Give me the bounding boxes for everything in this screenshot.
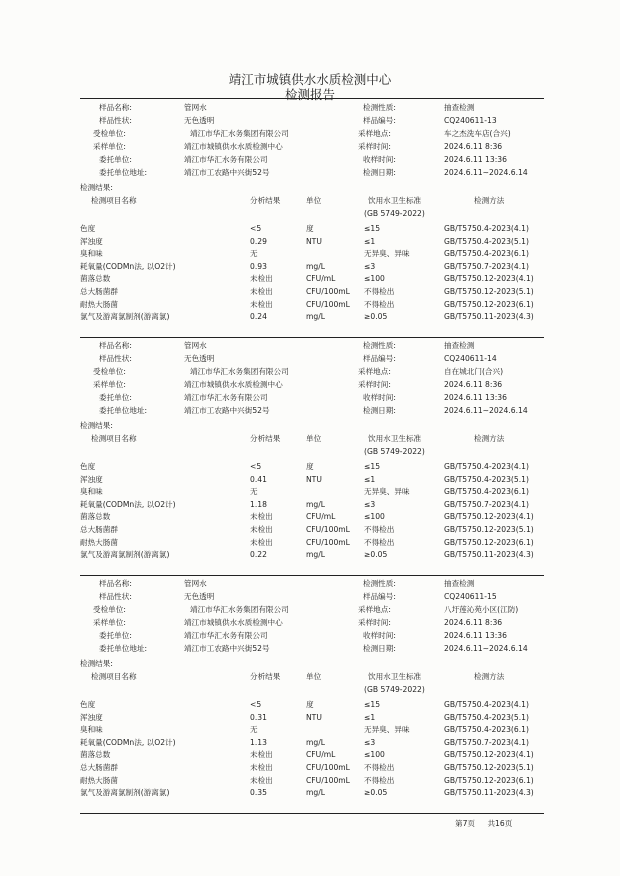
field-value: 自在城北门(合兴) — [444, 367, 504, 376]
item-unit: 度 — [306, 462, 314, 471]
item-method: GB/T5750.12-2023(6.1) — [444, 775, 534, 785]
item-standard: 不得检出 — [364, 287, 395, 296]
table-row — [0, 223, 620, 235]
field-label: 采样单位: — [93, 618, 126, 627]
item-name: 色度 — [80, 224, 96, 233]
results-header — [0, 433, 620, 445]
item-method: GB/T5750.12-2023(5.1) — [444, 763, 534, 772]
item-name: 臭和味 — [80, 725, 103, 735]
item-method: GB/T5750.4-2023(6.1) — [444, 725, 529, 735]
item-standard: ≤1 — [364, 712, 376, 722]
table-row — [0, 749, 620, 761]
field-value: 车之杰洗车店(合兴) — [444, 129, 511, 138]
item-result: 未检出 — [250, 274, 273, 284]
field-value: 靖江市城镇供水水质检测中心 — [184, 618, 283, 627]
field-value: 管网水 — [184, 579, 207, 588]
item-name: 色度 — [80, 700, 96, 709]
info-row — [0, 630, 620, 642]
field-value: 靖江市工农路中兴街52号 — [184, 644, 270, 653]
field-value: 靖江市城镇供水水质检测中心 — [184, 142, 283, 151]
item-method: GB/T5750.4-2023(4.1) — [444, 700, 529, 709]
info-row — [0, 578, 620, 590]
table-row — [0, 273, 620, 285]
field-label: 样品编号: — [363, 116, 396, 125]
col-header-item: 检测项目名称 — [91, 672, 137, 681]
field-value: 靖江市华汇水务有限公司 — [184, 155, 268, 164]
field-label: 样品名称: — [99, 341, 132, 350]
item-unit: mg/L — [306, 788, 326, 798]
item-standard: ≤3 — [364, 737, 376, 747]
item-method: GB/T5750.12-2023(4.1) — [444, 512, 534, 522]
col-header-item: 检测项目名称 — [91, 196, 137, 205]
field-label: 检测性质: — [363, 341, 396, 350]
field-label: 受检单位: — [93, 605, 126, 614]
field-value: 靖江市工农路中兴街52号 — [184, 168, 270, 177]
item-name: 总大肠菌群 — [80, 525, 118, 534]
item-name: 氯气及游离氯制剂(游离氯) — [80, 550, 170, 560]
item-method: GB/T5750.4-2023(5.1) — [444, 474, 529, 484]
field-label: 样品编号: — [363, 354, 396, 363]
item-method: GB/T5750.12-2023(4.1) — [444, 750, 534, 760]
item-result: 未检出 — [250, 775, 273, 785]
field-value: CQ240611-14 — [444, 354, 497, 363]
document-title: 靖江市城镇供水水质检测中心 — [228, 72, 392, 87]
results-header-ref — [0, 208, 620, 220]
divider — [80, 337, 544, 338]
item-name: 耗氧量(CODMn法, 以O2计) — [80, 261, 176, 271]
item-name: 耐热大肠菌 — [80, 775, 118, 785]
info-row — [0, 366, 620, 378]
item-unit: CFU/100mL — [306, 763, 350, 772]
table-row — [0, 724, 620, 736]
results-label: 检测结果: — [80, 659, 113, 668]
field-label: 采样时间: — [358, 380, 391, 389]
item-standard: 无异臭、异味 — [364, 725, 410, 735]
item-name: 氯气及游离氯制剂(游离氯) — [80, 312, 170, 322]
item-unit: NTU — [306, 712, 322, 722]
field-label: 样品性状: — [99, 116, 132, 125]
field-value: 2024.6.11 8:36 — [444, 142, 503, 151]
field-label: 样品名称: — [99, 103, 132, 112]
item-unit: CFU/mL — [306, 274, 336, 284]
item-standard: ≥0.05 — [364, 550, 388, 560]
item-standard: ≥0.05 — [364, 312, 388, 322]
item-method: GB/T5750.12-2023(5.1) — [444, 287, 534, 296]
item-method: GB/T5750.12-2023(6.1) — [444, 537, 534, 547]
item-standard: ≤15 — [364, 224, 381, 233]
divider — [80, 575, 544, 576]
results-header-ref — [0, 684, 620, 696]
table-row — [0, 474, 620, 486]
item-name: 臭和味 — [80, 487, 103, 497]
field-value: 无色透明 — [184, 354, 215, 363]
table-row — [0, 537, 620, 549]
field-label: 样品性状: — [99, 592, 132, 601]
field-value: 2024.6.11~2024.6.14 — [444, 406, 528, 415]
col-header-result: 分析结果 — [250, 196, 281, 205]
field-label: 委托单位: — [99, 155, 132, 164]
col-header-unit: 单位 — [306, 434, 322, 443]
col-header-method: 检测方法 — [474, 196, 505, 205]
info-row — [0, 154, 620, 166]
item-standard: ≤3 — [364, 499, 376, 509]
field-value: 抽查检测 — [444, 103, 475, 112]
item-result: 0.93 — [250, 261, 267, 271]
field-label: 样品编号: — [363, 592, 396, 601]
item-name: 色度 — [80, 462, 96, 471]
table-row — [0, 712, 620, 724]
item-method: GB/T5750.4-2023(4.1) — [444, 462, 529, 471]
col-header-standard: 饮用水卫生标准 — [368, 672, 422, 681]
field-value: 2024.6.11 13:36 — [444, 393, 507, 402]
field-value: 靖江市华汇水务有限公司 — [184, 393, 268, 402]
item-unit: CFU/100mL — [306, 299, 350, 309]
info-row — [0, 405, 620, 417]
item-name: 浑浊度 — [80, 236, 103, 246]
item-result: 未检出 — [250, 287, 273, 296]
field-value: 2024.6.11 8:36 — [444, 380, 503, 389]
item-result: 无 — [250, 249, 258, 259]
item-method: GB/T5750.7-2023(4.1) — [444, 499, 529, 509]
item-result: 未检出 — [250, 525, 273, 534]
item-result: 未检出 — [250, 299, 273, 309]
item-name: 浑浊度 — [80, 474, 103, 484]
table-row — [0, 261, 620, 273]
item-name: 耗氧量(CODMn法, 以O2计) — [80, 737, 176, 747]
page-total: 共16页 — [487, 819, 513, 828]
item-method: GB/T5750.12-2023(4.1) — [444, 274, 534, 284]
info-row — [0, 379, 620, 391]
item-result: 0.35 — [250, 788, 267, 798]
item-standard: 无异臭、异味 — [364, 249, 410, 259]
field-value: 八圩莲沁苑小区(江防) — [444, 605, 519, 614]
field-value: 靖江市城镇供水水质检测中心 — [184, 380, 283, 389]
item-method: GB/T5750.4-2023(6.1) — [444, 487, 529, 497]
field-value: 抽查检测 — [444, 579, 475, 588]
item-method: GB/T5750.11-2023(4.3) — [444, 788, 534, 798]
field-label: 采样单位: — [93, 380, 126, 389]
field-value: 靖江市华汇水务集团有限公司 — [190, 605, 289, 614]
item-name: 耐热大肠菌 — [80, 299, 118, 309]
item-method: GB/T5750.11-2023(4.3) — [444, 312, 534, 322]
item-unit: NTU — [306, 236, 322, 246]
table-row — [0, 511, 620, 523]
field-label: 受检单位: — [93, 129, 126, 138]
item-standard: 不得检出 — [364, 775, 395, 785]
item-unit: CFU/100mL — [306, 537, 350, 547]
results-header-ref — [0, 446, 620, 458]
info-row — [0, 353, 620, 365]
field-label: 采样时间: — [358, 618, 391, 627]
item-unit: NTU — [306, 474, 322, 484]
item-standard: ≤3 — [364, 261, 376, 271]
field-label: 检测性质: — [363, 579, 396, 588]
field-value: 抽查检测 — [444, 341, 475, 350]
table-row — [0, 311, 620, 323]
item-method: GB/T5750.7-2023(4.1) — [444, 261, 529, 271]
info-row — [0, 643, 620, 655]
field-label: 委托单位地址: — [99, 168, 148, 177]
item-unit: mg/L — [306, 737, 326, 747]
item-unit: 度 — [306, 700, 314, 709]
item-standard: ≤100 — [364, 274, 385, 284]
item-standard: ≤100 — [364, 512, 385, 522]
field-value: CQ240611-15 — [444, 592, 497, 601]
col-header-unit: 单位 — [306, 196, 322, 205]
info-row — [0, 141, 620, 153]
item-unit: CFU/100mL — [306, 287, 350, 296]
item-name: 菌落总数 — [80, 512, 111, 522]
item-unit: CFU/100mL — [306, 775, 350, 785]
col-header-standard: 饮用水卫生标准 — [368, 196, 422, 205]
field-label: 采样地点: — [358, 129, 391, 138]
item-result: 无 — [250, 487, 258, 497]
col-header-standard: 饮用水卫生标准 — [368, 434, 422, 443]
item-name: 臭和味 — [80, 249, 103, 259]
item-unit: 度 — [306, 224, 314, 233]
info-row — [0, 340, 620, 352]
field-value: 靖江市华汇水务集团有限公司 — [190, 129, 289, 138]
field-value: 靖江市工农路中兴街52号 — [184, 406, 270, 415]
info-row — [0, 102, 620, 114]
table-row — [0, 248, 620, 260]
item-unit: CFU/mL — [306, 512, 336, 522]
field-label: 收样时间: — [363, 631, 396, 640]
field-value: 2024.6.11 8:36 — [444, 618, 503, 627]
field-label: 采样地点: — [358, 367, 391, 376]
table-row — [0, 499, 620, 511]
page-footer — [455, 818, 522, 829]
item-result: 未检出 — [250, 763, 273, 772]
info-row — [0, 591, 620, 603]
field-label: 委托单位地址: — [99, 406, 148, 415]
item-result: 无 — [250, 725, 258, 735]
field-label: 采样单位: — [93, 142, 126, 151]
item-unit: CFU/100mL — [306, 525, 350, 534]
item-standard: 不得检出 — [364, 525, 395, 534]
item-name: 菌落总数 — [80, 750, 111, 760]
info-row — [0, 115, 620, 127]
item-standard: 不得检出 — [364, 299, 395, 309]
table-row — [0, 299, 620, 311]
col-header-method: 检测方法 — [474, 672, 505, 681]
results-header — [0, 671, 620, 683]
item-name: 菌落总数 — [80, 274, 111, 284]
divider — [80, 813, 544, 814]
item-result: 1.18 — [250, 499, 267, 509]
item-result: <5 — [250, 700, 262, 709]
table-row — [0, 762, 620, 774]
field-label: 检测日期: — [363, 168, 396, 177]
field-value: 管网水 — [184, 341, 207, 350]
item-name: 浑浊度 — [80, 712, 103, 722]
item-standard: ≥0.05 — [364, 788, 388, 798]
field-value: 靖江市华汇水务集团有限公司 — [190, 367, 289, 376]
info-row — [0, 604, 620, 616]
item-standard: 无异臭、异味 — [364, 487, 410, 497]
item-unit: mg/L — [306, 550, 326, 560]
item-name: 耐热大肠菌 — [80, 537, 118, 547]
divider — [80, 98, 544, 99]
col-header-item: 检测项目名称 — [91, 434, 137, 443]
table-row — [0, 286, 620, 298]
item-name: 氯气及游离氯制剂(游离氯) — [80, 788, 170, 798]
page-number: 第7页 — [455, 819, 476, 828]
results-header — [0, 195, 620, 207]
field-value: 2024.6.11 13:36 — [444, 631, 507, 640]
item-result: <5 — [250, 462, 262, 471]
field-value: 2024.6.11 13:36 — [444, 155, 507, 164]
item-result: 1.13 — [250, 737, 267, 747]
item-result: 0.29 — [250, 236, 267, 246]
col-header-result: 分析结果 — [250, 434, 281, 443]
item-result: 未检出 — [250, 512, 273, 522]
info-row — [0, 128, 620, 140]
col-header-standard-ref: (GB 5749-2022) — [364, 685, 425, 694]
field-value: 无色透明 — [184, 592, 215, 601]
table-row — [0, 549, 620, 561]
field-label: 受检单位: — [93, 367, 126, 376]
col-header-method: 检测方法 — [474, 434, 505, 443]
item-standard: ≤15 — [364, 700, 381, 709]
item-unit: mg/L — [306, 499, 326, 509]
field-value: 2024.6.11~2024.6.14 — [444, 644, 528, 653]
table-row — [0, 524, 620, 536]
table-row — [0, 699, 620, 711]
field-label: 收样时间: — [363, 155, 396, 164]
table-row — [0, 461, 620, 473]
field-value: 无色透明 — [184, 116, 215, 125]
item-method: GB/T5750.7-2023(4.1) — [444, 737, 529, 747]
table-row — [0, 486, 620, 498]
item-result: 0.24 — [250, 312, 267, 322]
field-value: 靖江市华汇水务有限公司 — [184, 631, 268, 640]
field-label: 检测日期: — [363, 406, 396, 415]
item-standard: ≤1 — [364, 236, 376, 246]
results-label: 检测结果: — [80, 183, 113, 192]
field-label: 采样时间: — [358, 142, 391, 151]
item-result: 0.41 — [250, 474, 267, 484]
item-result: 0.22 — [250, 550, 267, 560]
item-standard: ≤100 — [364, 750, 385, 760]
item-standard: 不得检出 — [364, 763, 395, 772]
item-unit: mg/L — [306, 261, 326, 271]
field-label: 采样地点: — [358, 605, 391, 614]
info-row — [0, 392, 620, 404]
field-value: 2024.6.11~2024.6.14 — [444, 168, 528, 177]
field-label: 委托单位地址: — [99, 644, 148, 653]
field-label: 检测性质: — [363, 103, 396, 112]
item-unit: mg/L — [306, 312, 326, 322]
item-name: 总大肠菌群 — [80, 763, 118, 772]
info-row — [0, 617, 620, 629]
item-unit: CFU/mL — [306, 750, 336, 760]
col-header-result: 分析结果 — [250, 672, 281, 681]
field-label: 样品名称: — [99, 579, 132, 588]
field-label: 样品性状: — [99, 354, 132, 363]
item-method: GB/T5750.4-2023(5.1) — [444, 236, 529, 246]
field-label: 委托单位: — [99, 631, 132, 640]
info-row — [0, 167, 620, 179]
table-row — [0, 775, 620, 787]
col-header-standard-ref: (GB 5749-2022) — [364, 209, 425, 218]
item-method: GB/T5750.12-2023(6.1) — [444, 299, 534, 309]
field-value: 管网水 — [184, 103, 207, 112]
item-method: GB/T5750.4-2023(4.1) — [444, 224, 529, 233]
item-standard: ≤1 — [364, 474, 376, 484]
field-label: 检测日期: — [363, 644, 396, 653]
table-row — [0, 236, 620, 248]
field-value: CQ240611-13 — [444, 116, 497, 125]
item-result: 未检出 — [250, 750, 273, 760]
item-name: 耗氧量(CODMn法, 以O2计) — [80, 499, 176, 509]
item-result: <5 — [250, 224, 262, 233]
col-header-unit: 单位 — [306, 672, 322, 681]
document-subtitle: 检测报告 — [284, 87, 335, 102]
table-row — [0, 737, 620, 749]
item-standard: 不得检出 — [364, 537, 395, 547]
field-label: 收样时间: — [363, 393, 396, 402]
table-row — [0, 787, 620, 799]
item-method: GB/T5750.4-2023(5.1) — [444, 712, 529, 722]
item-standard: ≤15 — [364, 462, 381, 471]
col-header-standard-ref: (GB 5749-2022) — [364, 447, 425, 456]
item-result: 未检出 — [250, 537, 273, 547]
item-method: GB/T5750.12-2023(5.1) — [444, 525, 534, 534]
field-label: 委托单位: — [99, 393, 132, 402]
item-result: 0.31 — [250, 712, 267, 722]
results-label: 检测结果: — [80, 421, 113, 430]
item-method: GB/T5750.4-2023(6.1) — [444, 249, 529, 259]
item-name: 总大肠菌群 — [80, 287, 118, 296]
item-method: GB/T5750.11-2023(4.3) — [444, 550, 534, 560]
